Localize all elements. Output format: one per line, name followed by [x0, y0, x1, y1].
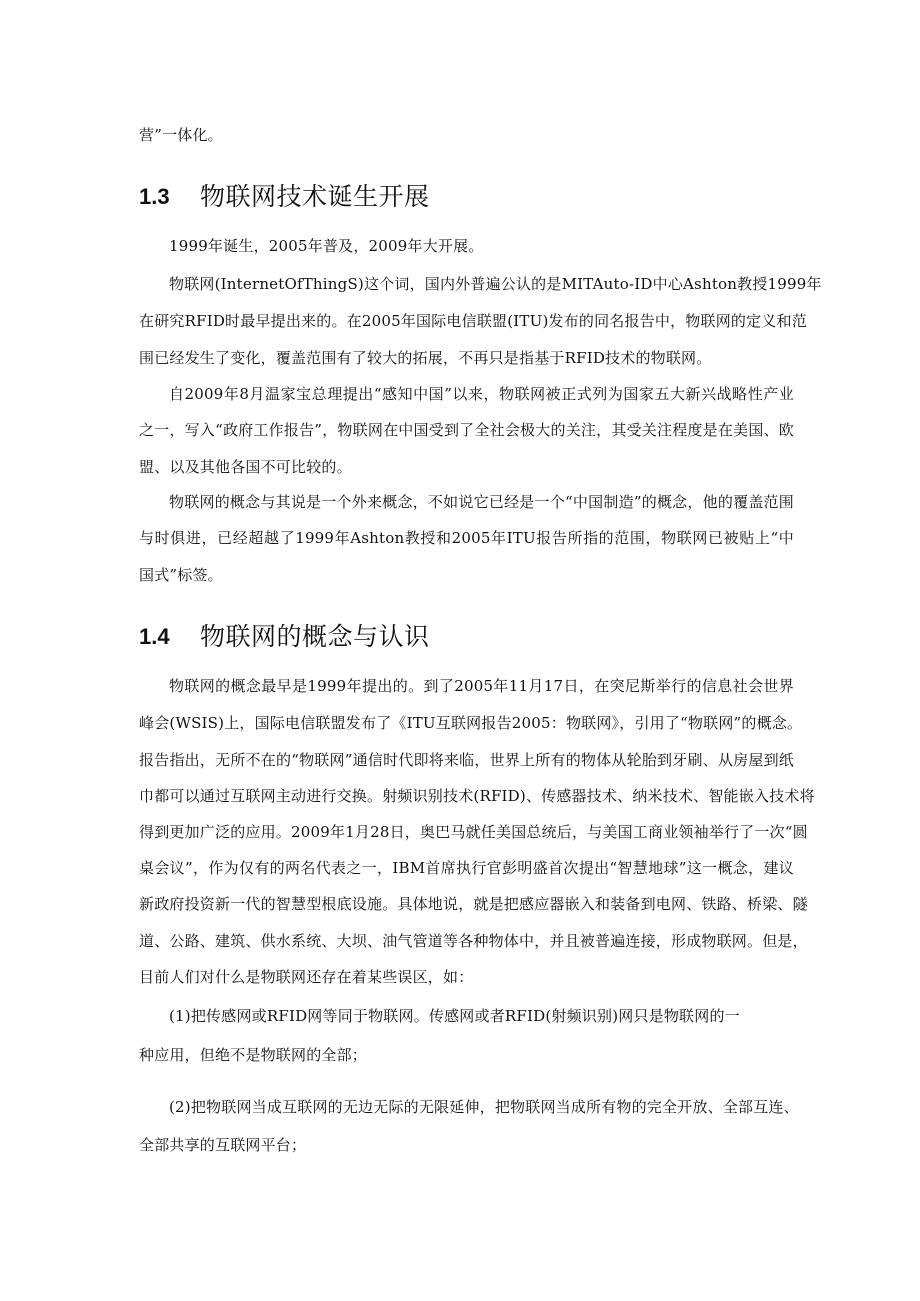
paragraph-line: 营”一体化。 — [139, 126, 223, 144]
list-item-line: 种应用，但绝不是物联网的全部； — [139, 1046, 368, 1064]
section-title: 物联网技术诞生开展 — [200, 182, 430, 211]
paragraph-line: 报告指出，无所不在的“物联网”通信时代即将来临，世界上所有的物体从轮胎到牙刷、从房屋到纸 — [139, 751, 794, 769]
paragraph-line: 物联网(InternetOfThingS)这个词，国内外普遍公认的是MITAuto-ID中心Ashton教授1999年 — [169, 275, 822, 293]
paragraph-line: 得到更加广泛的应用。2009年1月28日，奥巴马就任美国总统后，与美国工商业领袖举行了一次“圆 — [139, 823, 808, 841]
paragraph-line: 道、公路、建筑、供水系统、大坝、油气管道等各种物体中，并且被普遍连接，形成物联网。但是， — [139, 932, 808, 950]
section-number: 1.3 — [139, 184, 170, 209]
list-item-line: (1)把传感网或RFID网等同于物联网。传感网或者RFID(射频识别)网只是物联网的一 — [169, 1007, 740, 1025]
paragraph-line: 在研究RFID时最早提出来的。在2005年国际电信联盟(ITU)发布的同名报告中，物联网的定义和范 — [139, 312, 807, 330]
paragraph-line: 桌会议”，作为仅有的两名代表之一，IBM首席执行官彭明盛首次提出“智慧地球”这一概念，建议 — [139, 859, 794, 877]
section-title: 物联网的概念与认识 — [200, 622, 430, 651]
paragraph-line: 围已经发生了变化，覆盖范围有了较大的拓展，不再只是指基于RFID技术的物联网。 — [139, 349, 712, 367]
paragraph-line: 之一，写入“政府工作报告”，物联网在中国受到了全社会极大的关注，其受关注程度是在美国、欧 — [139, 421, 794, 439]
paragraph-line: 物联网的概念最早是1999年提出的。到了2005年11月17日，在突尼斯举行的信息社会世界 — [169, 677, 794, 695]
paragraph-line: 国式”标签。 — [139, 566, 223, 584]
paragraph-line: 目前人们对什么是物联网还存在着某些误区，如： — [139, 968, 474, 986]
paragraph-line: 自2009年8月温家宝总理提出“感知中国”以来，物联网被正式列为国家五大新兴战略性产业 — [169, 385, 794, 403]
list-item-line: 全部共享的互联网平台； — [139, 1136, 307, 1154]
section-heading-1-3 — [139, 177, 430, 217]
paragraph-line: 与时俱进，已经超越了1999年Ashton教授和2005年ITU报告所指的范围，物联网已被贴上“中 — [139, 529, 794, 547]
section-heading-1-4 — [139, 617, 430, 657]
paragraph-line: 盟、以及其他各国不可比较的。 — [139, 458, 352, 476]
paragraph-line: 巾都可以通过互联网主动进行交换。射频识别技术(RFID)、传感器技术、纳米技术、智能嵌入技术将 — [139, 787, 815, 805]
paragraph-line: 新政府投资新一代的智慧型根底设施。具体地说，就是把感应器嵌入和装备到电网、铁路、桥梁、隧 — [139, 895, 808, 913]
list-item-line: (2)把物联网当成互联网的无边无际的无限延伸，把物联网当成所有物的完全开放、全部互连、 — [169, 1098, 799, 1116]
paragraph-line: 1999年诞生，2005年普及，2009年大开展。 — [169, 237, 484, 255]
section-number: 1.4 — [139, 624, 170, 649]
paragraph-line: 物联网的概念与其说是一个外来概念，不如说它已经是一个“中国制造”的概念，他的覆盖范围 — [169, 493, 794, 511]
paragraph-line: 峰会(WSIS)上，国际电信联盟发布了《ITU互联网报告2005：物联网》，引用了“物联网”的概念。 — [139, 714, 803, 732]
